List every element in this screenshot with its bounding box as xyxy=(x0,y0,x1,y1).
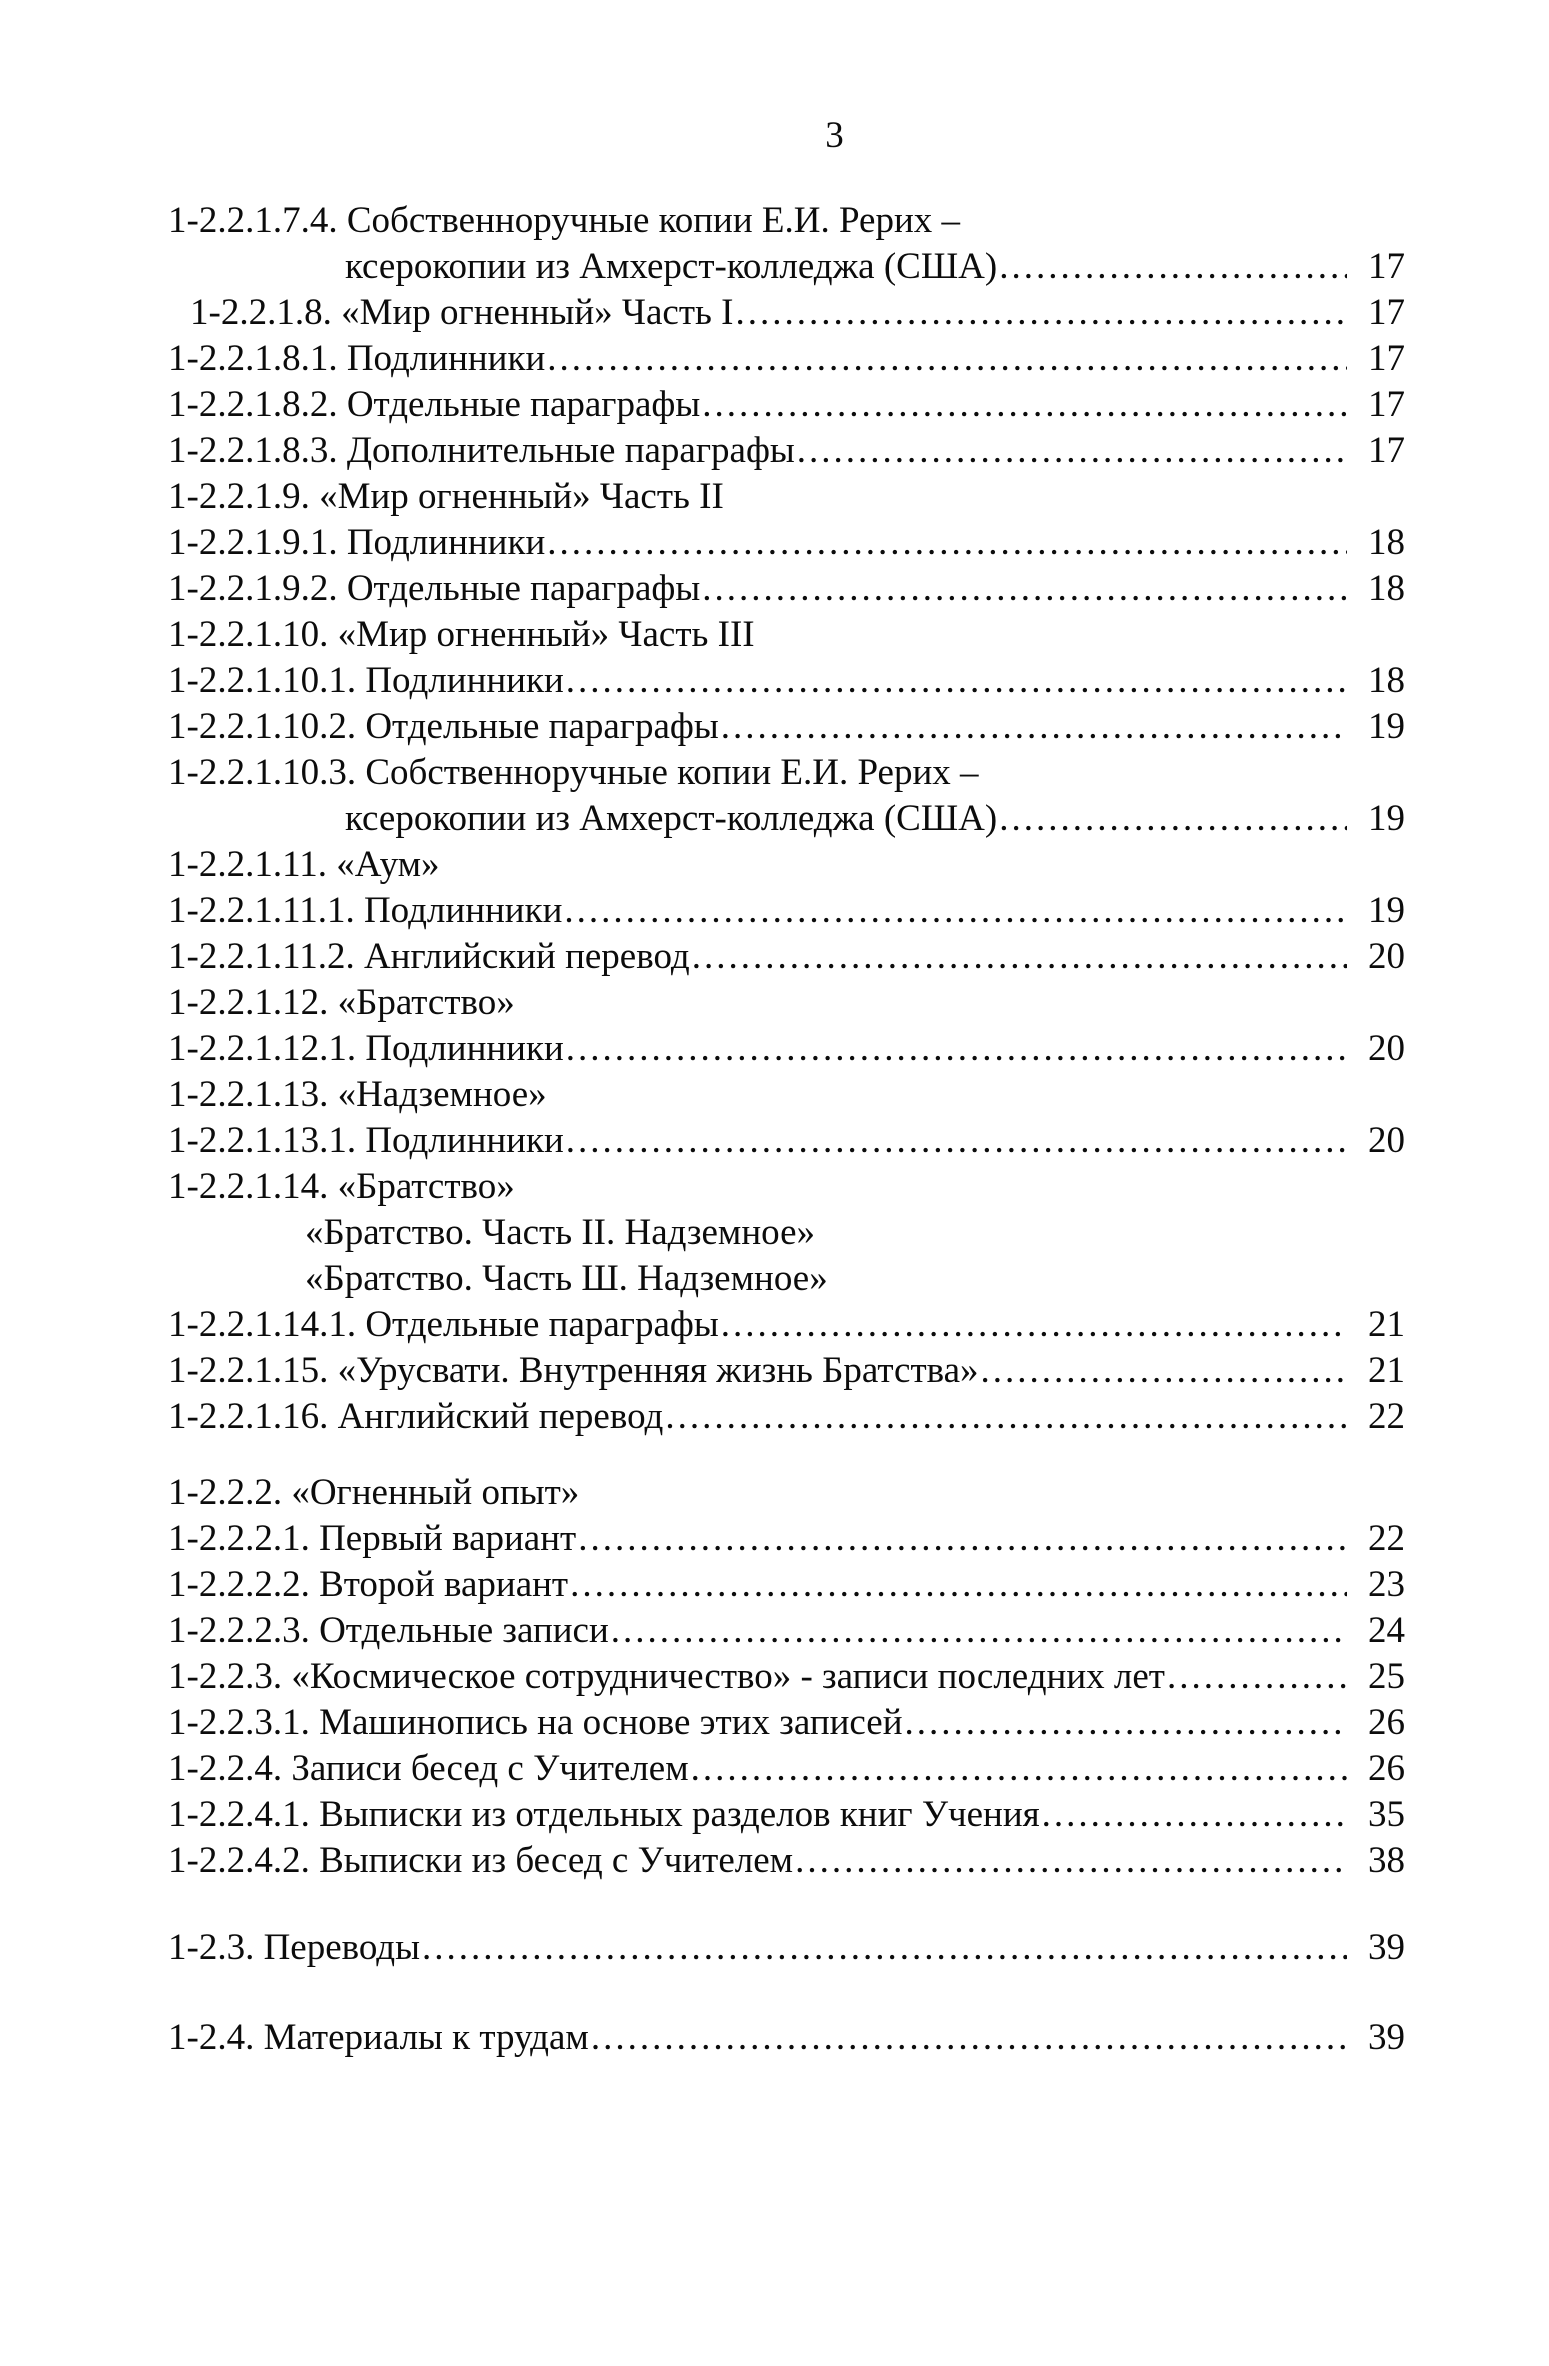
leader-dots xyxy=(570,1562,1347,1608)
toc-entry xyxy=(168,1470,1405,1516)
toc-entry-label: 1-2.2.4. Записи бесед с Учителем xyxy=(168,1748,689,1789)
toc-entry-label: 1-2.2.1.9. «Мир огненный» Часть II xyxy=(168,476,724,517)
toc-entry xyxy=(168,1348,1405,1394)
toc-entry-label: 1-2.2.1.16. Английский перевод xyxy=(168,1396,664,1437)
leader-dots xyxy=(566,1118,1347,1164)
toc-entry xyxy=(168,1118,1405,1164)
toc-entry-label: 1-2.2.1.7.4. Собственноручные копии Е.И. Рерих – xyxy=(168,200,961,241)
leader-dots xyxy=(665,1394,1347,1440)
toc-entry xyxy=(168,1164,1405,1210)
toc-entry-label: 1-2.2.1.11.2. Английский перевод xyxy=(168,936,690,977)
toc-entry xyxy=(168,290,1405,336)
toc-entry-label: 1-2.2.3. «Космическое сотрудничество» - записи последних лет xyxy=(168,1656,1165,1697)
toc-entry-label: ксерокопии из Амхерст-колледжа (США) xyxy=(345,798,998,839)
leader-dots xyxy=(578,1516,1347,1562)
toc-entry xyxy=(168,704,1405,750)
toc-entry-label: 1-2.2.1.10.1. Подлинники xyxy=(168,660,564,701)
leader-dots xyxy=(547,520,1347,566)
page-ref-number: 17 xyxy=(1368,338,1405,379)
page-ref-number: 18 xyxy=(1368,522,1405,563)
page-ref-number: 26 xyxy=(1368,1748,1405,1789)
page-ref-number: 39 xyxy=(1368,2017,1405,2058)
page-ref-number: 19 xyxy=(1368,798,1405,839)
toc-entry-label: 1-2.2.2.3. Отдельные записи xyxy=(168,1610,609,1651)
toc-entry-label: 1-2.4. Материалы к трудам xyxy=(168,2017,589,2058)
toc-entry xyxy=(168,520,1405,566)
toc-section-gap xyxy=(168,1884,1405,1925)
page-ref-number: 19 xyxy=(1368,890,1405,931)
page-ref-number: 35 xyxy=(1368,1794,1405,1835)
toc-entry xyxy=(168,428,1405,474)
leader-dots xyxy=(422,1925,1347,1971)
toc-entry xyxy=(168,612,1405,658)
page-ref-number: 18 xyxy=(1368,660,1405,701)
toc-entry xyxy=(168,1256,1405,1302)
toc-entry xyxy=(168,888,1405,934)
toc-entry-label: 1-2.2.1.8.3. Дополнительные параграфы xyxy=(168,430,795,471)
toc-entry-label: 1-2.2.1.11.1. Подлинники xyxy=(168,890,563,931)
toc-entry xyxy=(168,336,1405,382)
leader-dots xyxy=(721,704,1347,750)
leader-dots xyxy=(999,244,1347,290)
toc-section-gap xyxy=(168,1440,1405,1470)
toc-entry xyxy=(168,474,1405,520)
leader-dots xyxy=(566,658,1347,704)
toc-entry xyxy=(168,750,1405,796)
toc-entry-label: 1-2.2.1.15. «Урусвати. Внутренняя жизнь Братства» xyxy=(168,1350,979,1391)
toc-entry-label: 1-2.2.1.12.1. Подлинники xyxy=(168,1028,564,1069)
toc-entry-label: 1-2.2.1.10.2. Отдельные параграфы xyxy=(168,706,719,747)
toc-entry xyxy=(168,1516,1405,1562)
leader-dots xyxy=(691,1746,1347,1792)
toc-entry-label: 1-2.2.1.13.1. Подлинники xyxy=(168,1120,564,1161)
page-ref-number: 18 xyxy=(1368,568,1405,609)
toc-entry-label: 1-2.2.1.14.1. Отдельные параграфы xyxy=(168,1304,719,1345)
toc-entry-label: «Братство. Часть Ш. Надземное» xyxy=(305,1258,828,1299)
toc-entry-label: 1-2.2.4.2. Выписки из бесед с Учителем xyxy=(168,1840,794,1881)
toc-entry-label: 1-2.2.1.8. «Мир огненный» Часть I xyxy=(190,292,734,333)
toc-entry-label: 1-2.2.1.10.3. Собственноручные копии Е.И. Рерих – xyxy=(168,752,979,793)
toc-entry xyxy=(168,382,1405,428)
toc-entry xyxy=(168,1562,1405,1608)
toc-entry-label: 1-2.2.1.8.1. Подлинники xyxy=(168,338,546,379)
toc-entry xyxy=(168,1302,1405,1348)
toc-entry xyxy=(168,1394,1405,1440)
page-number: 3 xyxy=(825,115,844,156)
leader-dots xyxy=(547,336,1347,382)
leader-dots xyxy=(702,566,1347,612)
leader-dots xyxy=(564,888,1347,934)
toc-entry xyxy=(168,1072,1405,1118)
toc-entry-label: 1-2.2.2. «Огненный опыт» xyxy=(168,1472,580,1513)
toc-section-gap xyxy=(168,1971,1405,2015)
toc-entry xyxy=(168,244,1405,290)
toc-entry xyxy=(168,658,1405,704)
leader-dots xyxy=(905,1700,1347,1746)
toc-entry-label: 1-2.3. Переводы xyxy=(168,1927,420,1968)
page-ref-number: 19 xyxy=(1368,706,1405,747)
page-ref-number: 20 xyxy=(1368,936,1405,977)
toc-entry-label: 1-2.2.1.9.1. Подлинники xyxy=(168,522,546,563)
toc-entry-label: 1-2.2.1.14. «Братство» xyxy=(168,1166,515,1207)
toc-list xyxy=(168,198,1405,2061)
toc-entry-label: 1-2.2.4.1. Выписки из отдельных разделов книг Учения xyxy=(168,1794,1040,1835)
leader-dots xyxy=(797,428,1347,474)
leader-dots xyxy=(702,382,1347,428)
page-ref-number: 22 xyxy=(1368,1518,1405,1559)
page-ref-number: 20 xyxy=(1368,1028,1405,1069)
toc-entry xyxy=(168,1210,1405,1256)
page-ref-number: 17 xyxy=(1368,246,1405,287)
toc-entry xyxy=(168,1792,1405,1838)
page-ref-number: 22 xyxy=(1368,1396,1405,1437)
toc-entry xyxy=(168,1026,1405,1072)
toc-entry-label: 1-2.2.1.10. «Мир огненный» Часть III xyxy=(168,614,755,655)
toc-entry xyxy=(168,1838,1405,1884)
toc-entry-label: 1-2.2.1.9.2. Отдельные параграфы xyxy=(168,568,701,609)
toc-entry-label: 1-2.2.1.12. «Братство» xyxy=(168,982,515,1023)
toc-entry xyxy=(168,980,1405,1026)
page-ref-number: 17 xyxy=(1368,292,1405,333)
toc-entry xyxy=(168,2015,1405,2061)
page-ref-number: 39 xyxy=(1368,1927,1405,1968)
leader-dots xyxy=(611,1608,1347,1654)
toc-entry-label: ксерокопии из Амхерст-колледжа (США) xyxy=(345,246,998,287)
toc-entry xyxy=(168,1608,1405,1654)
leader-dots xyxy=(999,796,1347,842)
toc-entry xyxy=(168,934,1405,980)
toc-entry-label: 1-2.2.1.11. «Аум» xyxy=(168,844,440,885)
leader-dots xyxy=(1042,1792,1347,1838)
leader-dots xyxy=(721,1302,1347,1348)
page-ref-number: 26 xyxy=(1368,1702,1405,1743)
page-ref-number: 17 xyxy=(1368,430,1405,471)
toc-entry xyxy=(168,1654,1405,1700)
toc-entry xyxy=(168,1700,1405,1746)
leader-dots xyxy=(735,290,1347,336)
leader-dots xyxy=(692,934,1347,980)
toc-entry-label: 1-2.2.3.1. Машинопись на основе этих записей xyxy=(168,1702,903,1743)
toc-entry-label: 1-2.2.1.8.2. Отдельные параграфы xyxy=(168,384,701,425)
toc-entry-label: 1-2.2.2.1. Первый вариант xyxy=(168,1518,577,1559)
toc-entry xyxy=(168,796,1405,842)
page-ref-number: 21 xyxy=(1368,1350,1405,1391)
leader-dots xyxy=(1167,1654,1347,1700)
page-ref-number: 20 xyxy=(1368,1120,1405,1161)
leader-dots xyxy=(591,2015,1347,2061)
page-ref-number: 21 xyxy=(1368,1304,1405,1345)
leader-dots xyxy=(795,1838,1347,1884)
toc-entry-label: «Братство. Часть II. Надземное» xyxy=(305,1212,816,1253)
page-ref-number: 25 xyxy=(1368,1656,1405,1697)
page-ref-number: 23 xyxy=(1368,1564,1405,1605)
toc-entry xyxy=(168,842,1405,888)
toc-entry xyxy=(168,1746,1405,1792)
page-ref-number: 24 xyxy=(1368,1610,1405,1651)
leader-dots xyxy=(566,1026,1347,1072)
toc-entry xyxy=(168,1925,1405,1971)
toc-entry xyxy=(168,566,1405,612)
page-ref-number: 17 xyxy=(1368,384,1405,425)
toc-entry xyxy=(168,198,1405,244)
page-header xyxy=(216,113,1453,159)
leader-dots xyxy=(981,1348,1347,1394)
toc-entry-label: 1-2.2.1.13. «Надземное» xyxy=(168,1074,547,1115)
page-ref-number: 38 xyxy=(1368,1840,1405,1881)
toc-entry-label: 1-2.2.2.2. Второй вариант xyxy=(168,1564,569,1605)
